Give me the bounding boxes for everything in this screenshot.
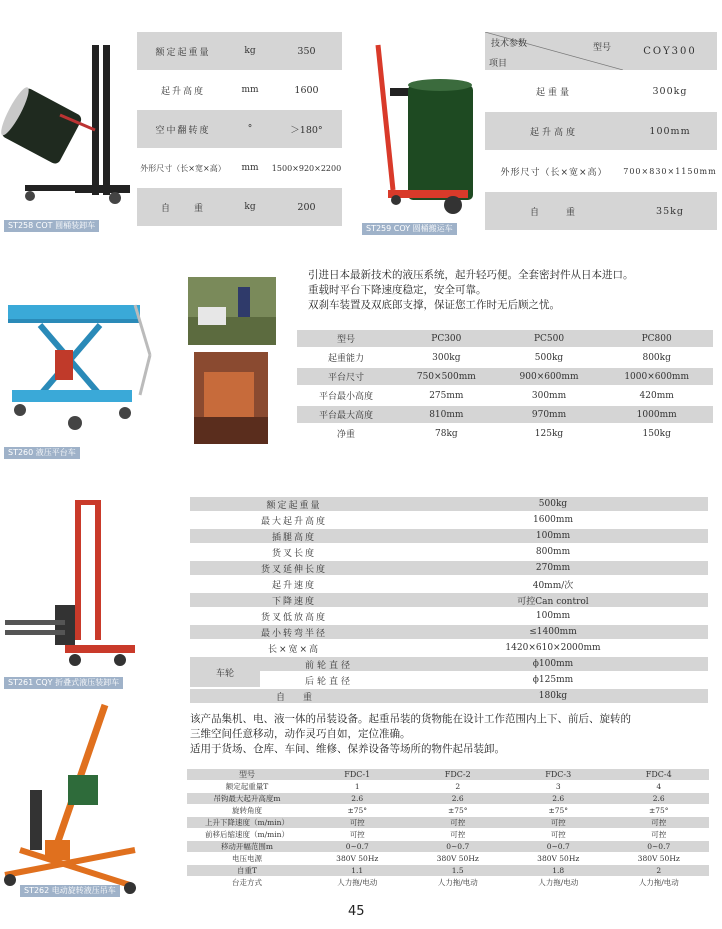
spec-unit: kg — [229, 32, 271, 70]
crane-photo — [0, 700, 170, 900]
cell-value: 750×500mm — [395, 368, 498, 385]
platform-usage-photo-1 — [188, 277, 276, 345]
cell-value: ±75° — [609, 805, 710, 816]
column-header: 型号 — [297, 330, 395, 347]
column-header: FDC-4 — [609, 769, 710, 780]
row-label: 额定起重量T — [187, 781, 307, 792]
cell-value: 380V 50Hz — [508, 853, 609, 864]
row-label: 电压电源 — [187, 853, 307, 864]
table-row — [187, 853, 709, 864]
row-label: 上升下降速度（m/min） — [187, 817, 307, 828]
crane-intro-text — [190, 712, 720, 757]
table-row — [187, 877, 709, 888]
spec-value: 800mm — [398, 545, 708, 559]
spec-value: 100mm — [398, 529, 708, 543]
product-caption-st262: ST262 电动旋转液压吊车 — [20, 885, 120, 897]
cell-value: 380V 50Hz — [609, 853, 710, 864]
cell-value: 2.6 — [508, 793, 609, 804]
cell-value: 可控 — [408, 817, 509, 828]
cell-value: 人力拖/电动 — [508, 877, 609, 888]
spec-unit: kg — [229, 188, 271, 226]
spec-value: 1600mm — [398, 513, 708, 527]
table-row — [137, 110, 342, 148]
drum-stacker-photo — [0, 40, 135, 240]
column-header: FDC-2 — [408, 769, 509, 780]
cell-value: 900×600mm — [498, 368, 601, 385]
spec-value: 200 — [271, 188, 342, 226]
spec-label: 下降速度 — [190, 593, 398, 607]
page-number: 45 — [348, 904, 365, 919]
cell-value: 970mm — [498, 406, 601, 423]
column-header: FDC-1 — [307, 769, 408, 780]
table-row — [137, 150, 342, 186]
spec-label: 插腿高度 — [190, 529, 398, 543]
column-header: PC300 — [395, 330, 498, 347]
spec-value: 100mm — [398, 609, 708, 623]
table-row — [187, 841, 709, 852]
spec-value: 350 — [271, 32, 342, 70]
cell-value: ±75° — [307, 805, 408, 816]
cell-value: 2.6 — [307, 793, 408, 804]
table-row — [190, 529, 708, 543]
cell-value: 78kg — [395, 425, 498, 442]
spec-label: 最小转弯半径 — [190, 625, 398, 639]
table-row — [187, 793, 709, 804]
spec-value: ＞180° — [271, 110, 342, 148]
spec-label: 起升高度 — [137, 72, 229, 108]
crane-intro-line-3: 适用于货场、仓库、车间、维修、保养设备等场所的物件起吊装卸。 — [190, 743, 505, 755]
table-row — [297, 368, 713, 385]
cell-value: 可控 — [307, 817, 408, 828]
row-label: 净重 — [297, 425, 395, 442]
weight-label: 自 重 — [190, 689, 398, 703]
crane-illustration — [0, 700, 170, 900]
cell-value: 300mm — [498, 387, 601, 404]
crane-intro-line-2: 三维空间任意移动，动作灵巧自如，定位准确。 — [190, 728, 411, 740]
spec-value: 700×830×1150mm — [623, 152, 717, 190]
product-caption-st259: ST259 COY 圆桶搬运车 — [362, 223, 457, 235]
column-header: 型号 — [187, 769, 307, 780]
cell-value: 2 — [609, 865, 710, 876]
row-label: 吊钩最大起升高度m — [187, 793, 307, 804]
spec-value: 35kg — [623, 192, 717, 230]
cell-value: 可控 — [408, 829, 509, 840]
platform-usage-photo-2 — [194, 352, 268, 444]
row-label: 平台最大高度 — [297, 406, 395, 423]
spec-unit: mm — [229, 150, 271, 186]
spec-unit: mm — [229, 72, 271, 108]
platform-cart-photo — [0, 295, 160, 445]
cell-value: 420mm — [600, 387, 713, 404]
column-header: PC500 — [498, 330, 601, 347]
spec-value: 40mm/次 — [398, 577, 708, 591]
drum-truck-photo — [358, 40, 483, 235]
cell-value: 人力拖/电动 — [307, 877, 408, 888]
spec-value: 1600 — [271, 72, 342, 108]
product-caption-st258: ST258 COT 圆桶装卸车 — [4, 220, 99, 232]
table-row — [190, 641, 708, 655]
row-label: 起重能力 — [297, 349, 395, 366]
table-row — [137, 188, 342, 226]
row-label: 移动开幅范围m — [187, 841, 307, 852]
header-model-value: COY300 — [623, 32, 717, 70]
cell-value: 125kg — [498, 425, 601, 442]
header-item: 项目 — [489, 59, 508, 69]
diagonal-header-cell — [485, 32, 623, 70]
front-wheel-label: 前轮直径 — [260, 657, 398, 671]
spec-value: 可控Can control — [398, 593, 708, 607]
spec-value: 300kg — [623, 72, 717, 110]
cell-value: 1000×600mm — [600, 368, 713, 385]
row-label: 旋转角度 — [187, 805, 307, 816]
spec-label: 自 重 — [485, 192, 623, 230]
header-tech-params: 技术参数 — [491, 39, 528, 49]
table-row — [485, 72, 717, 110]
table-row — [190, 513, 708, 527]
table-row — [190, 609, 708, 623]
spec-unit: ° — [229, 110, 271, 148]
spec-value: 1500×920×2200 — [271, 150, 342, 186]
spec-label: 额定起重量 — [137, 32, 229, 70]
table-row — [137, 72, 342, 108]
spec-table-folding — [190, 495, 708, 705]
spec-value: 100mm — [623, 112, 717, 150]
cell-value: 3 — [508, 781, 609, 792]
cell-value: 0~0.7 — [508, 841, 609, 852]
spec-label: 自 重 — [137, 188, 229, 226]
cell-value: 可控 — [609, 817, 710, 828]
cell-value: 可控 — [508, 817, 609, 828]
cell-value: 150kg — [600, 425, 713, 442]
cell-value: 275mm — [395, 387, 498, 404]
spec-table-platform — [297, 328, 713, 444]
cell-value: 2.6 — [609, 793, 710, 804]
spec-label: 起重量 — [485, 72, 623, 110]
spec-label: 空中翻转度 — [137, 110, 229, 148]
spec-label: 外形尺寸（长×宽×高） — [485, 152, 623, 190]
spec-value: 500kg — [398, 497, 708, 511]
spec-label: 货叉延伸长度 — [190, 561, 398, 575]
intro-line-2: 重载时平台下降速度稳定，安全可靠。 — [308, 284, 487, 296]
row-label: 平台最小高度 — [297, 387, 395, 404]
drum-stacker-illustration — [0, 40, 135, 240]
table-row — [297, 406, 713, 423]
wheel-label: 车轮 — [190, 657, 260, 687]
column-header: FDC-3 — [508, 769, 609, 780]
table-row — [187, 781, 709, 792]
spec-table-coy — [485, 30, 717, 232]
cell-value: 0~0.7 — [307, 841, 408, 852]
table-row — [187, 817, 709, 828]
spec-label: 起升速度 — [190, 577, 398, 591]
cell-value: 800kg — [600, 349, 713, 366]
cell-value: 810mm — [395, 406, 498, 423]
spec-label: 货叉长度 — [190, 545, 398, 559]
table-row — [137, 32, 342, 70]
table-row — [190, 593, 708, 607]
table-header-row — [187, 769, 709, 780]
spec-label: 货叉低放高度 — [190, 609, 398, 623]
spec-label: 起升高度 — [485, 112, 623, 150]
crane-intro-line-1: 该产品集机、电、液一体的吊装设备。起重吊装的货物能在设计工作范围内上下、前后、旋转的 — [190, 713, 631, 725]
spec-table-cot — [137, 30, 342, 228]
table-row — [190, 577, 708, 591]
drum-truck-illustration — [358, 40, 483, 235]
table-row — [485, 192, 717, 230]
row-label: 平台尺寸 — [297, 368, 395, 385]
table-row — [187, 865, 709, 876]
table-row — [190, 625, 708, 639]
cell-value: 1000mm — [600, 406, 713, 423]
folding-stacker-photo — [0, 495, 165, 675]
table-header-row — [297, 330, 713, 347]
table-row — [485, 112, 717, 150]
column-header: PC800 — [600, 330, 713, 347]
cell-value: 2.6 — [408, 793, 509, 804]
cell-value: 2 — [408, 781, 509, 792]
cell-value: 4 — [609, 781, 710, 792]
product-caption-st260: ST260 液压平台车 — [4, 447, 80, 459]
weight-value: 180kg — [398, 689, 708, 703]
rear-wheel-label: 后轮直径 — [260, 673, 398, 687]
row-label: 台走方式 — [187, 877, 307, 888]
spec-value: ≤1400mm — [398, 625, 708, 639]
table-row — [187, 805, 709, 816]
cell-value: 1.8 — [508, 865, 609, 876]
spec-value: 270mm — [398, 561, 708, 575]
row-label: 前移后缩速度（m/min） — [187, 829, 307, 840]
cell-value: 人力拖/电动 — [408, 877, 509, 888]
table-row — [297, 425, 713, 442]
cell-value: 1.1 — [307, 865, 408, 876]
row-label: 自重T — [187, 865, 307, 876]
table-row — [187, 829, 709, 840]
cell-value: 380V 50Hz — [408, 853, 509, 864]
cell-value: 可控 — [508, 829, 609, 840]
cell-value: 300kg — [395, 349, 498, 366]
cell-value: 1.5 — [408, 865, 509, 876]
cell-value: 380V 50Hz — [307, 853, 408, 864]
cell-value: ±75° — [408, 805, 509, 816]
table-row — [190, 545, 708, 559]
spec-label: 长×宽×高 — [190, 641, 398, 655]
table-row — [190, 561, 708, 575]
cell-value: 500kg — [498, 349, 601, 366]
table-row — [297, 349, 713, 366]
cell-value: 人力拖/电动 — [609, 877, 710, 888]
cell-value: 可控 — [307, 829, 408, 840]
cell-value: 0~0.7 — [609, 841, 710, 852]
platform-intro-text — [308, 268, 718, 313]
folding-stacker-illustration — [0, 495, 165, 675]
table-row — [485, 152, 717, 190]
cell-value: 0~0.7 — [408, 841, 509, 852]
rear-wheel-value: ϕ125mm — [398, 673, 708, 687]
table-row — [297, 387, 713, 404]
platform-cart-illustration — [0, 295, 160, 445]
spec-label: 外形尺寸（长×宽×高） — [137, 150, 229, 186]
cell-value: 可控 — [609, 829, 710, 840]
cell-value: ±75° — [508, 805, 609, 816]
intro-line-1: 引进日本最新技术的液压系统，起升轻巧便。全套密封件从日本进口。 — [308, 269, 634, 281]
spec-table-crane — [187, 768, 709, 889]
spec-label: 额定起重量 — [190, 497, 398, 511]
header-model: 型号 — [593, 43, 612, 53]
spec-label: 最大起升高度 — [190, 513, 398, 527]
cell-value: 1 — [307, 781, 408, 792]
intro-line-3: 双刹车装置及双底郎支撑，保证您工作时无后顾之忧。 — [308, 299, 560, 311]
spec-value: 1420×610×2000mm — [398, 641, 708, 655]
front-wheel-value: ϕ100mm — [398, 657, 708, 671]
table-row — [190, 497, 708, 511]
product-caption-st261: ST261 CQY 折叠式液压装卸车 — [4, 677, 123, 689]
